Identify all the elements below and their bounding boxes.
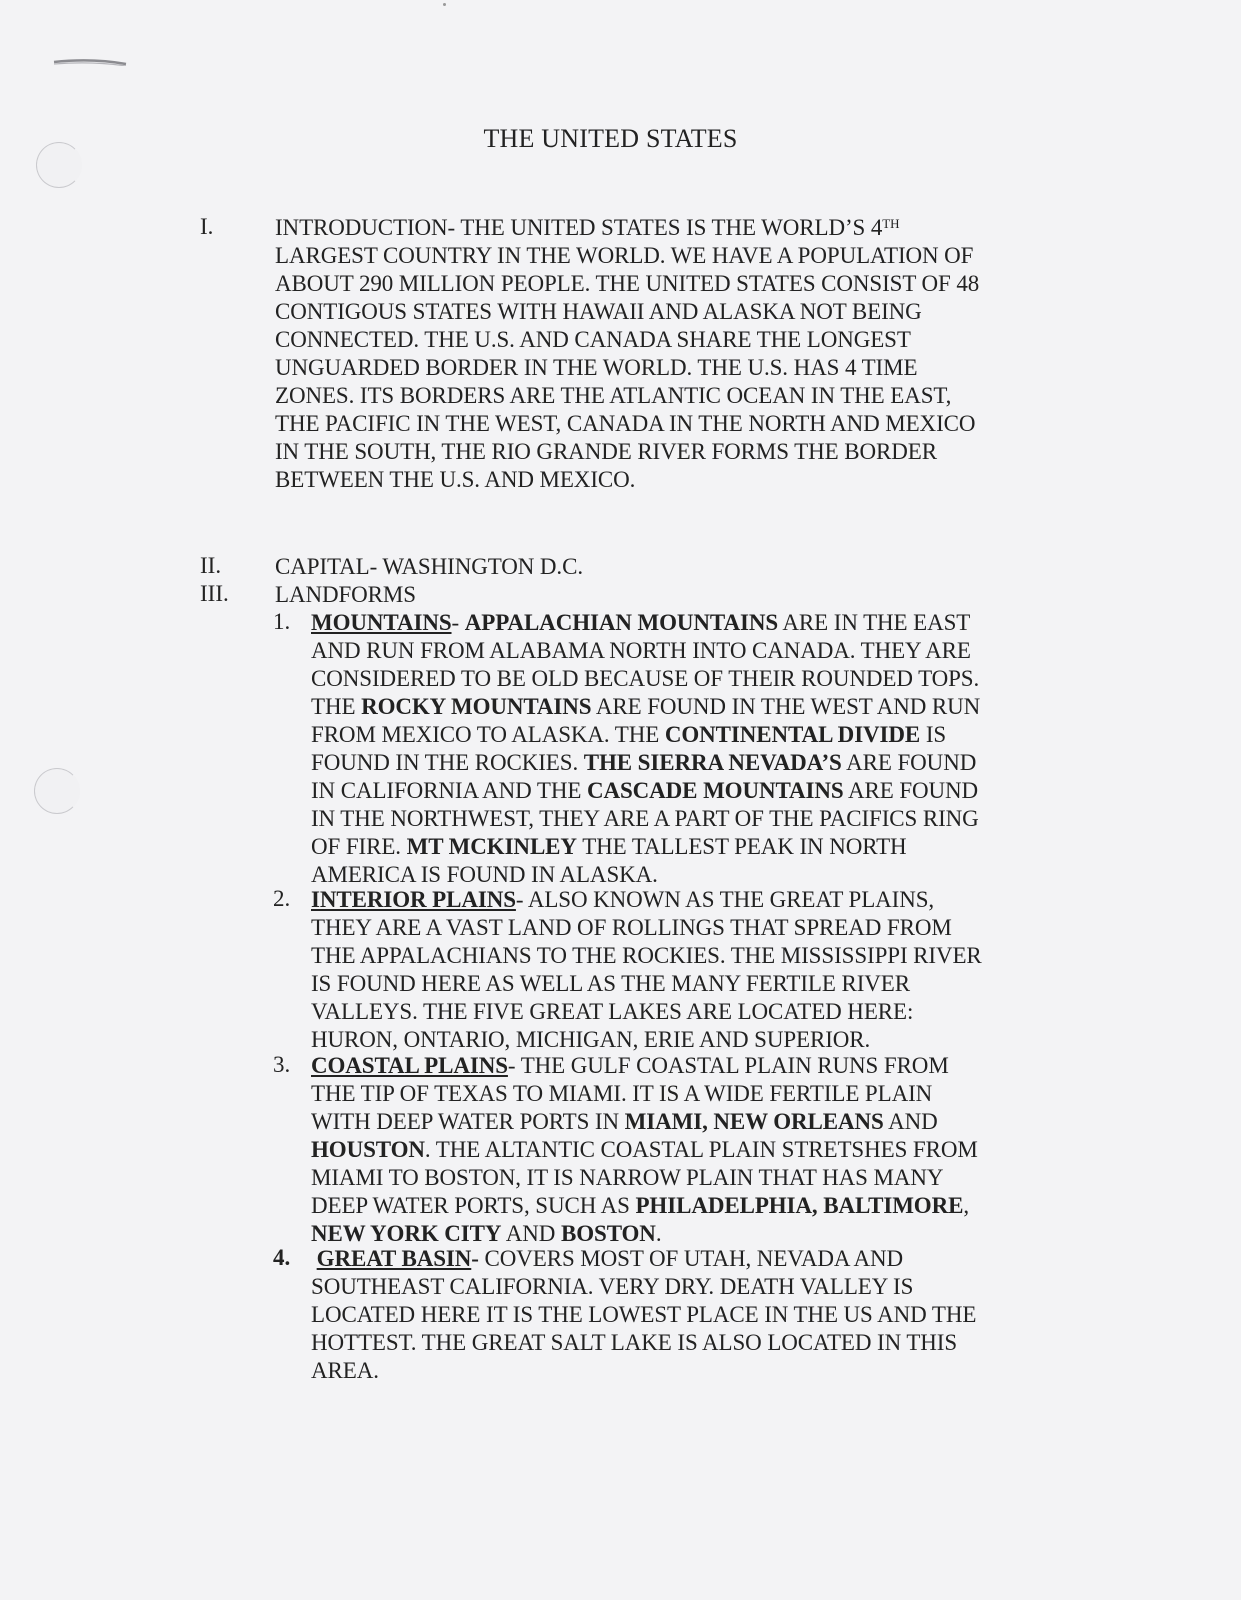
text-run: AMERICA IS FOUND IN ALASKA. — [311, 862, 658, 887]
text-run: ARE FOUND — [843, 778, 979, 803]
landforms-heading: LANDFORMS — [275, 582, 416, 607]
text-run: AND — [883, 1109, 938, 1134]
landform-line — [311, 1357, 1071, 1385]
bold-term: NEW YORK CITY — [311, 1221, 502, 1246]
landform-heading: GREAT BASIN — [316, 1246, 472, 1271]
punch-hole — [34, 768, 80, 814]
intro-line: LARGEST COUNTRY IN THE WORLD. WE HAVE A POPULATION OF — [275, 243, 974, 268]
landform-line — [311, 1220, 1071, 1248]
text-run: IN CALIFORNIA AND THE — [311, 778, 587, 803]
landform-number: 2. — [273, 886, 291, 911]
text-run: - — [451, 610, 465, 635]
text-run: MIAMI TO BOSTON, IT IS NARROW PLAIN THAT HAS MANY — [311, 1165, 944, 1190]
text-run: COVERS MOST OF UTAH, NEVADA AND — [478, 1246, 903, 1271]
landform-item — [311, 1052, 1071, 1248]
landform-line — [311, 665, 1071, 693]
text-run: - ALSO KNOWN AS THE GREAT PLAINS, — [515, 887, 935, 912]
landform-line — [311, 886, 1071, 914]
text-run: , — [963, 1193, 969, 1218]
landform-heading: INTERIOR PLAINS — [311, 887, 516, 912]
landform-line — [311, 1245, 1071, 1273]
text-run: FROM MEXICO TO ALASKA. THE — [311, 722, 665, 747]
text-run: WITH DEEP WATER PORTS IN — [311, 1109, 625, 1134]
text-run: ARE FOUND — [841, 750, 977, 775]
landform-line — [311, 1026, 1071, 1054]
text-run: VALLEYS. THE FIVE GREAT LAKES ARE LOCATED HERE: — [311, 999, 914, 1024]
landform-line — [311, 942, 1071, 970]
intro-line: THE PACIFIC IN THE WEST, CANADA IN THE NORTH AND MEXICO — [275, 411, 976, 436]
intro-line: CONNECTED. THE U.S. AND CANADA SHARE THE LONGEST — [275, 327, 911, 352]
intro-line: INTRODUCTION- THE UNITED STATES IS THE WORLD’S 4TH — [275, 215, 900, 240]
landform-line — [311, 1192, 1071, 1220]
landform-line — [311, 998, 1071, 1026]
text-run: - THE GULF COASTAL PLAIN RUNS FROM — [507, 1053, 949, 1078]
landform-item — [311, 886, 1071, 1054]
bold-term: CASCADE MOUNTAINS — [586, 778, 844, 803]
text-run: HOTTEST. THE GREAT SALT LAKE IS ALSO LOCATED IN THIS — [311, 1330, 958, 1355]
intro-line: UNGUARDED BORDER IN THE WORLD. THE U.S. HAS 4 TIME — [275, 355, 918, 380]
landform-item — [311, 609, 1071, 889]
landform-line — [311, 1329, 1071, 1357]
text-run: AND RUN FROM ALABAMA NORTH INTO CANADA. THEY ARE — [311, 638, 971, 663]
bold-term: MIAMI, NEW ORLEANS — [624, 1109, 884, 1134]
text-run: THE APPALACHIANS TO THE ROCKIES. THE MISSISSIPPI RIVER — [311, 943, 982, 968]
text-run: THE — [311, 694, 362, 719]
text-run: HURON, ONTARIO, MICHIGAN, ERIE AND SUPERIOR. — [311, 1027, 871, 1052]
text-run: . — [655, 1221, 662, 1246]
bold-term: PHILADELPHIA, BALTIMORE — [635, 1193, 964, 1218]
landform-item — [311, 1245, 1071, 1385]
text-run: SOUTHEAST CALIFORNIA. VERY DRY. DEATH VALLEY IS — [311, 1274, 914, 1299]
text-run: THE TIP OF TEXAS TO MIAMI. IT IS A WIDE FERTILE PLAIN — [311, 1081, 933, 1106]
text-run: LOCATED HERE IT IS THE LOWEST PLACE IN THE US AND THE — [311, 1302, 977, 1327]
landform-line — [311, 1052, 1071, 1080]
landform-line — [311, 1080, 1071, 1108]
landform-line — [311, 637, 1071, 665]
bold-term: THE SIERRA NEVADA’S — [583, 750, 842, 775]
intro-line: BETWEEN THE U.S. AND MEXICO. — [275, 467, 636, 492]
landform-line — [311, 833, 1071, 861]
landform-line — [311, 609, 1071, 637]
ordinal-superscript: TH — [882, 216, 900, 231]
section-numeral: I. — [200, 214, 214, 239]
text-run: DEEP WATER PORTS, SUCH AS — [311, 1193, 636, 1218]
section-numeral: II. — [200, 553, 222, 578]
landform-heading: MOUNTAINS — [311, 610, 452, 635]
landform-line — [311, 721, 1071, 749]
landform-line — [311, 1273, 1071, 1301]
landform-line — [311, 749, 1071, 777]
bold-term: - — [471, 1246, 479, 1271]
intro-line: IN THE SOUTH, THE RIO GRANDE RIVER FORMS THE BORDER — [275, 439, 937, 464]
intro-line: ZONES. ITS BORDERS ARE THE ATLANTIC OCEAN IN THE EAST, — [275, 383, 952, 408]
landform-line — [311, 1108, 1071, 1136]
page-title: THE UNITED STATES — [483, 124, 738, 153]
landform-line — [311, 970, 1071, 998]
bold-term: ROCKY MOUNTAINS — [361, 694, 592, 719]
landform-line — [311, 1164, 1071, 1192]
text-run: . THE ALTANTIC COASTAL PLAIN STRETSHES FROM — [424, 1137, 978, 1162]
text-run: ARE FOUND IN THE WEST AND RUN — [591, 694, 981, 719]
intro-line: CONTIGOUS STATES WITH HAWAII AND ALASKA NOT BEING — [275, 299, 922, 324]
bold-term: APPALACHIAN MOUNTAINS — [464, 610, 779, 635]
text-run: OF FIRE. — [311, 834, 407, 859]
landform-line — [311, 693, 1071, 721]
landform-line — [311, 861, 1071, 889]
text-run: ARE IN THE EAST — [778, 610, 971, 635]
landform-heading: COASTAL PLAINS — [311, 1053, 508, 1078]
landform-line — [311, 914, 1071, 942]
section-numeral: III. — [200, 581, 229, 606]
text-run: CONSIDERED TO BE OLD BECAUSE OF THEIR ROUNDED TOPS. — [311, 666, 980, 691]
bold-term: HOUSTON — [311, 1137, 425, 1162]
bold-term: MT MCKINLEY — [406, 834, 577, 859]
landform-line — [311, 805, 1071, 833]
landform-number: 1. — [273, 609, 291, 634]
text-run: IS — [920, 722, 947, 747]
text-run: IN THE NORTHWEST, THEY ARE A PART OF THE PACIFICS RING — [311, 806, 979, 831]
text-run: AND — [501, 1221, 561, 1246]
text-run: IS FOUND HERE AS WELL AS THE MANY FERTILE RIVER — [311, 971, 910, 996]
bold-term: CONTINENTAL DIVIDE — [664, 722, 921, 747]
intro-paragraph — [275, 214, 1065, 494]
landform-number: 3. — [273, 1052, 291, 1077]
text-run: AREA. — [311, 1358, 379, 1383]
landform-line — [311, 1301, 1071, 1329]
landform-line — [311, 1136, 1071, 1164]
staple-mark — [52, 58, 128, 66]
text-run: THEY ARE A VAST LAND OF ROLLINGS THAT SPREAD FROM — [311, 915, 952, 940]
landform-number: 4. — [273, 1245, 291, 1270]
speck — [443, 3, 446, 6]
landform-line — [311, 777, 1071, 805]
capital-line: CAPITAL- WASHINGTON D.C. — [275, 554, 583, 579]
text-run: THE TALLEST PEAK IN NORTH — [576, 834, 907, 859]
intro-line: ABOUT 290 MILLION PEOPLE. THE UNITED STATES CONSIST OF 48 — [275, 271, 980, 296]
text-run: FOUND IN THE ROCKIES. — [311, 750, 584, 775]
bold-term: BOSTON — [560, 1221, 656, 1246]
